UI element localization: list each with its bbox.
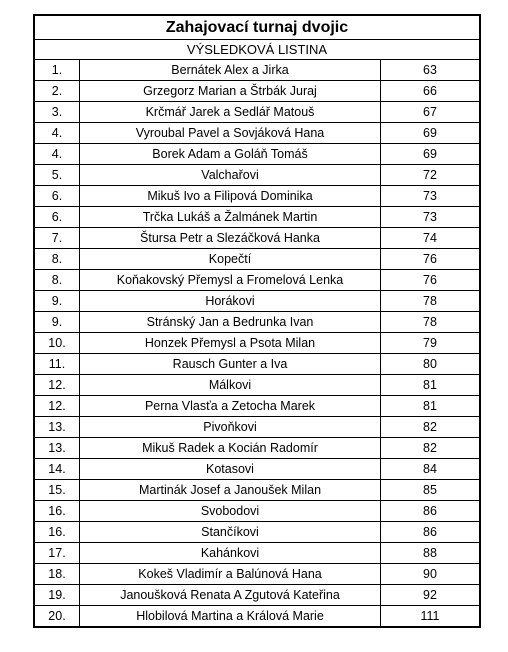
table-row bbox=[35, 228, 479, 249]
team-name-cell: Rausch Gunter a Iva bbox=[80, 354, 381, 375]
score-cell: 82 bbox=[381, 417, 480, 438]
score-cell: 86 bbox=[381, 522, 480, 543]
table-row bbox=[35, 564, 479, 585]
team-name-cell: Štursa Petr a Slezáčková Hanka bbox=[80, 228, 381, 249]
score-cell: 78 bbox=[381, 291, 480, 312]
rank-cell: 2. bbox=[35, 81, 80, 102]
rank-cell: 16. bbox=[35, 501, 80, 522]
rank-cell: 5. bbox=[35, 165, 80, 186]
team-name-cell: Valchařovi bbox=[80, 165, 381, 186]
score-cell: 67 bbox=[381, 102, 480, 123]
team-name-cell: Grzegorz Marian a Štrbák Juraj bbox=[80, 81, 381, 102]
rank-cell: 20. bbox=[35, 606, 80, 627]
team-name-cell: Stránský Jan a Bedrunka Ivan bbox=[80, 312, 381, 333]
team-name-cell: Kahánkovi bbox=[80, 543, 381, 564]
table-row bbox=[35, 123, 479, 144]
team-name-cell: Trčka Lukáš a Žalmánek Martin bbox=[80, 207, 381, 228]
page-title: Zahajovací turnaj dvojic bbox=[35, 16, 479, 40]
results-table bbox=[35, 60, 479, 626]
team-name-cell: Kokeš Vladimír a Balúnová Hana bbox=[80, 564, 381, 585]
rank-cell: 12. bbox=[35, 375, 80, 396]
table-row bbox=[35, 459, 479, 480]
score-cell: 84 bbox=[381, 459, 480, 480]
team-name-cell: Mikuš Radek a Kocián Radomír bbox=[80, 438, 381, 459]
score-cell: 111 bbox=[381, 606, 480, 627]
score-cell: 69 bbox=[381, 123, 480, 144]
rank-cell: 12. bbox=[35, 396, 80, 417]
table-row bbox=[35, 207, 479, 228]
score-cell: 81 bbox=[381, 375, 480, 396]
rank-cell: 6. bbox=[35, 186, 80, 207]
team-name-cell: Vyroubal Pavel a Sovjáková Hana bbox=[80, 123, 381, 144]
score-cell: 66 bbox=[381, 81, 480, 102]
team-name-cell: Koňakovský Přemysl a Fromelová Lenka bbox=[80, 270, 381, 291]
score-cell: 81 bbox=[381, 396, 480, 417]
rank-cell: 3. bbox=[35, 102, 80, 123]
score-cell: 85 bbox=[381, 480, 480, 501]
score-cell: 72 bbox=[381, 165, 480, 186]
rank-cell: 8. bbox=[35, 249, 80, 270]
score-cell: 73 bbox=[381, 186, 480, 207]
team-name-cell: Pivoňkovi bbox=[80, 417, 381, 438]
rank-cell: 4. bbox=[35, 144, 80, 165]
table-row bbox=[35, 480, 479, 501]
table-row bbox=[35, 543, 479, 564]
score-cell: 88 bbox=[381, 543, 480, 564]
table-row bbox=[35, 354, 479, 375]
rank-cell: 15. bbox=[35, 480, 80, 501]
team-name-cell: Mikuš Ivo a Filipová Dominika bbox=[80, 186, 381, 207]
table-row bbox=[35, 186, 479, 207]
team-name-cell: Hlobilová Martina a Králová Marie bbox=[80, 606, 381, 627]
score-cell: 82 bbox=[381, 438, 480, 459]
rank-cell: 11. bbox=[35, 354, 80, 375]
score-cell: 73 bbox=[381, 207, 480, 228]
team-name-cell: Bernátek Alex a Jirka bbox=[80, 60, 381, 81]
table-row bbox=[35, 606, 479, 627]
table-row bbox=[35, 144, 479, 165]
team-name-cell: Janoušková Renata A Zgutová Kateřina bbox=[80, 585, 381, 606]
table-row bbox=[35, 522, 479, 543]
rank-cell: 9. bbox=[35, 291, 80, 312]
rank-cell: 4. bbox=[35, 123, 80, 144]
score-cell: 80 bbox=[381, 354, 480, 375]
rank-cell: 10. bbox=[35, 333, 80, 354]
table-row bbox=[35, 501, 479, 522]
team-name-cell: Martinák Josef a Janoušek Milan bbox=[80, 480, 381, 501]
results-table-body bbox=[35, 60, 479, 626]
team-name-cell: Krčmář Jarek a Sedlář Matouš bbox=[80, 102, 381, 123]
team-name-cell: Horákovi bbox=[80, 291, 381, 312]
table-row bbox=[35, 417, 479, 438]
score-cell: 74 bbox=[381, 228, 480, 249]
table-row bbox=[35, 396, 479, 417]
team-name-cell: Kopečtí bbox=[80, 249, 381, 270]
table-row bbox=[35, 375, 479, 396]
rank-cell: 1. bbox=[35, 60, 80, 81]
rank-cell: 14. bbox=[35, 459, 80, 480]
team-name-cell: Perna Vlasťa a Zetocha Marek bbox=[80, 396, 381, 417]
table-row bbox=[35, 81, 479, 102]
table-row bbox=[35, 333, 479, 354]
rank-cell: 8. bbox=[35, 270, 80, 291]
rank-cell: 17. bbox=[35, 543, 80, 564]
score-cell: 69 bbox=[381, 144, 480, 165]
table-row bbox=[35, 165, 479, 186]
score-cell: 78 bbox=[381, 312, 480, 333]
table-row bbox=[35, 585, 479, 606]
score-cell: 63 bbox=[423, 63, 437, 77]
score-cell: 76 bbox=[381, 249, 480, 270]
score-cell: 92 bbox=[381, 585, 480, 606]
rank-cell: 18. bbox=[35, 564, 80, 585]
rank-cell: 19. bbox=[35, 585, 80, 606]
rank-cell: 16. bbox=[35, 522, 80, 543]
table-row bbox=[35, 60, 479, 81]
table-row bbox=[35, 249, 479, 270]
table-row bbox=[35, 102, 479, 123]
team-name-cell: Borek Adam a Goláň Tomáš bbox=[80, 144, 381, 165]
score-cell: 86 bbox=[381, 501, 480, 522]
table-row bbox=[35, 438, 479, 459]
rank-cell: 6. bbox=[35, 207, 80, 228]
team-name-cell: Kotasovi bbox=[80, 459, 381, 480]
score-cell: 76 bbox=[381, 270, 480, 291]
table-row bbox=[35, 312, 479, 333]
results-sheet bbox=[33, 14, 481, 628]
rank-cell: 7. bbox=[35, 228, 80, 249]
team-name-cell: Svobodovi bbox=[80, 501, 381, 522]
team-name-cell: Stančíkovi bbox=[80, 522, 381, 543]
score-cell: 90 bbox=[381, 564, 480, 585]
table-row bbox=[35, 270, 479, 291]
team-name-cell: Málkovi bbox=[80, 375, 381, 396]
score-cell: 79 bbox=[381, 333, 480, 354]
table-row bbox=[35, 291, 479, 312]
rank-cell: 13. bbox=[35, 438, 80, 459]
rank-cell: 13. bbox=[35, 417, 80, 438]
page-subtitle: VÝSLEDKOVÁ LISTINA bbox=[35, 40, 479, 60]
team-name-cell: Honzek Přemysl a Psota Milan bbox=[80, 333, 381, 354]
rank-cell: 9. bbox=[35, 312, 80, 333]
